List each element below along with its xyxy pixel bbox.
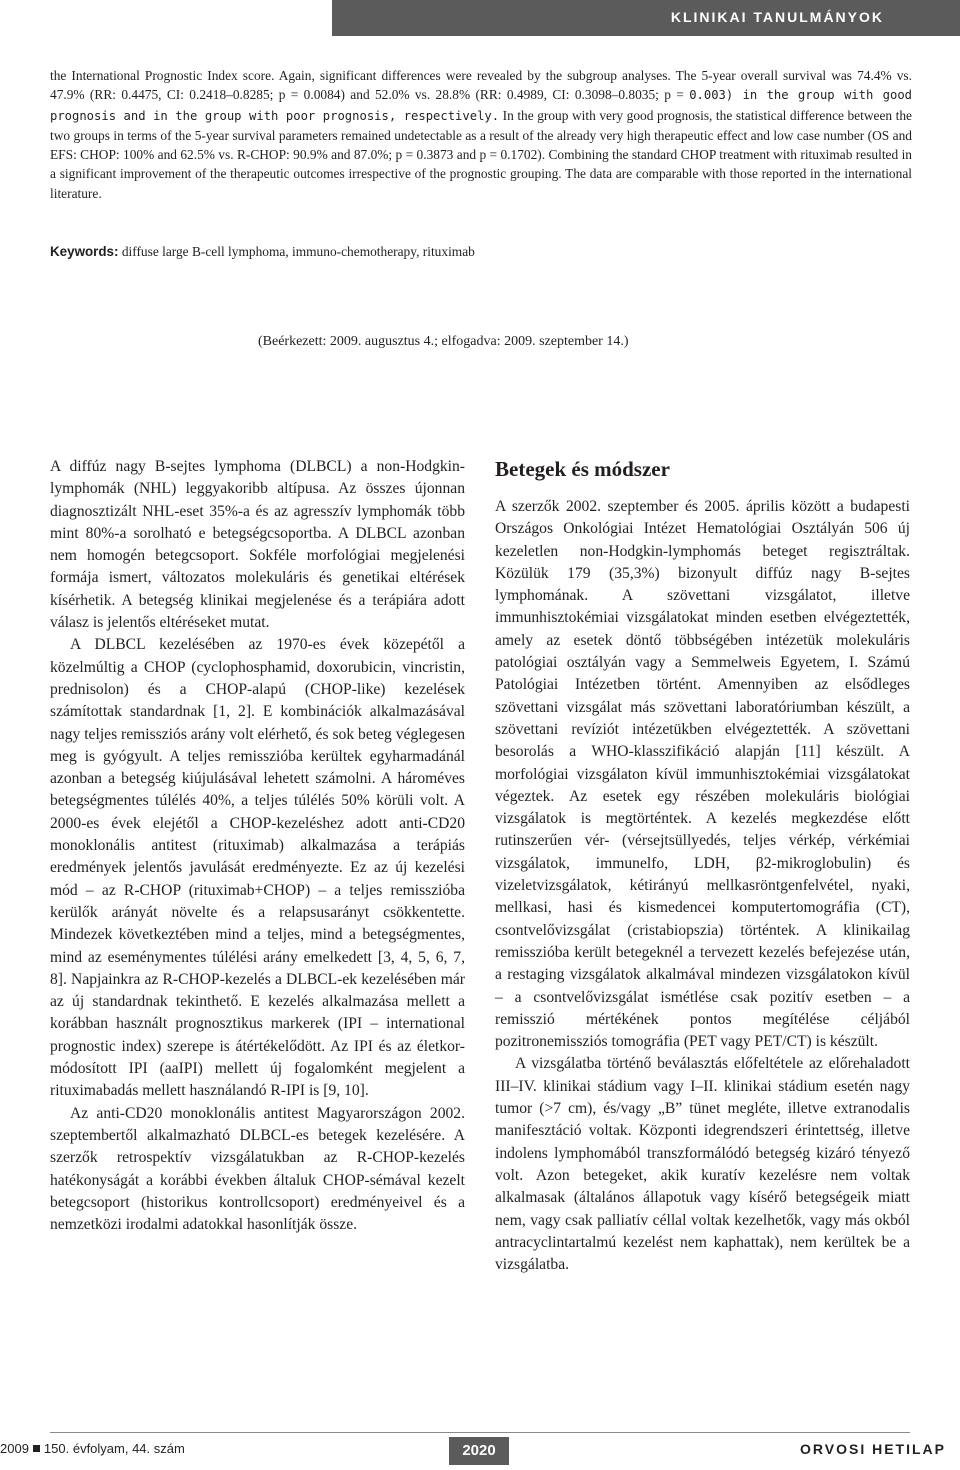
- section-heading: Betegek és módszer: [495, 457, 670, 481]
- abstract-text-part: 0.003) in the group with good prognosis and in the group with poor prognosis, respectively.: [50, 88, 912, 123]
- keywords: [50, 242, 912, 261]
- page-number: 2020: [449, 1437, 509, 1465]
- body-paragraph: Az anti-CD20 monoklonális antitest Magyarországon 2002. szeptembertől alkalmazható DLBCL-es betegek kezelésére. A szerzők retrospektív vizsgálatukban az R-CHOP-kezelés hatékonyságát a korábbi években általuk CHOP-sémával kezelt betegcsoport (historikus kontrollcsoport) eredményeivel és a nemzetközi irodalmi adatokkal hasonlítják össze.: [50, 1104, 465, 1234]
- keywords-text: diffuse large B-cell lymphoma, immuno-chemotherapy, rituximab: [118, 244, 475, 259]
- footer-year: 2009: [0, 1441, 29, 1456]
- body-paragraph: A szerzők 2002. szeptember és 2005. április között a budapesti Országos Onkológiai Intézet Hematológiai Osztályán 506 új kezeletlen non-Hodgkin-lymphomás beteget regisztráltak. Közülük 179 (35,3%) bizonyult diffúz nagy B-sejtes lymphomának. A szövettani vizsgálatot, illetve immunhisztokémiai vizsgálatokat minden esetben elvégeztették, amely az esetek döntő többségében intézetük molekuláris patológiai osztályán vagy a Semmelweis Egyetem, I. Számú Patológiai Intézetben történt. Amennyiben az elsődleges szövettani vizsgálat más szövettani laboratóriumban készült, a szövettani revíziót intézetükben elvégeztették. A szövettani besorolás a WHO-klasszifikáció alapján [11] készült. A morfológiai vizsgálaton kívül immunhisztokémiai vizsgálatokat végeztek. Az esetek egy részében molekuláris biológiai vizsgálatok is megtörténtek. A kezelés megkezdése előtt rutinszerűen vér- (vérsejtsüllyedés, teljes vérkép, vérkémiai vizsgálatok, immunelfo, LDH, β2-mikroglobulin) és vizeletvizsgálatok, kétirányú mellkasröntgenfelvétel, nyaki, mellkasi, hasi és kismedencei komputertomográfia (CT), csontvelővizsgálat (cristabiopszia) történtek. A klinikailag remisszióba került betegeknél a tervezett kezelés befejezése után, a restaging vizsgálatok alkalmával mindezen vizsgálatokon kívül – a csontvelővizsgálat ismétlése csak pozitív esetben – a remisszió mértékének pontos megítélése céljából pozitronemissziós tomográfia (PET vagy PET/CT) is készült.: [495, 498, 910, 1051]
- section-header-title: KLINIKAI TANULMÁNYOK: [670, 9, 884, 25]
- left-column: [50, 456, 465, 1236]
- section-header-band: [332, 0, 960, 36]
- footer-issue-info: [0, 1441, 250, 1456]
- abstract-text-part: the International Prognostic Index score. Again, significant differences were revealed by the subgroup analyses. The 5-year overall survival was 74.4% vs. 47.9% (RR: 0.4475, CI: 0.2418–0.8285; p = 0.0084) and 52.0% vs. 28.8% (RR: 0.4989, CI: 0.3098–0.8035; p =: [50, 68, 912, 103]
- body-paragraph: A vizsgálatba történő beválasztás előfeltétele az előrehaladott III–IV. klinikai stádium vagy I–II. klinikai stádium esetén nagy tumor (>7 cm), és/vagy „B” tünet megléte, illetve extranodalis manifesztáció voltak. Központi idegrendszeri érintettség, illetve indolens lymphomából transzformálódó betegség kizáró tényező volt. Azon betegeket, akik kuratív kezelésre nem voltak alkalmasak (általános állapotuk vagy kísérő betegségeik miatt nem, vagy csak palliatív céllal voltak kezelhetők, vagy más okból antracyclintartalmú kezelést nem kaphattak), nem kerültek be a vizsgálatba.: [495, 1055, 910, 1274]
- footer-divider: [50, 1432, 910, 1433]
- square-bullet-icon: [33, 1445, 40, 1452]
- english-abstract: [50, 66, 912, 203]
- body-paragraph: A DLBCL kezelésében az 1970-es évek közepétől a közelmúltig a CHOP (cyclophosphamid, doxorubicin, vincristin, prednisolon) és a CHOP-alapú (CHOP-like) kezelések számítottak standardnak [1, 2]. E kombinációk alkalmazásával nagy teljes remissziós arány volt elérhető, és sok beteg véglegesen meg is gyógyult. A teljes remisszióba kerültek egyharmadánál azonban a betegség kiújulásával lehetett számolni. A hároméves betegségmentes túlélés 40%, a teljes túlélés 50% körüli volt. A 2000-es évek elejétől a CHOP-kezeléshez adott anti-CD20 monoklonális antitest (rituximab) alkalmazása a terápiás eredmények jelentős javulását eredményezte. Ez az új kezelési mód – az R-CHOP (rituximab+CHOP) – a teljes remisszióba kerülők arányát növelte és a relapsusarányt csökkentette. Mindezek következtében mind a teljes, mind a betegségmentes, mind az eseménymentes túlélési arány emelkedett [3, 4, 5, 6, 7, 8]. Napjainkra az R-CHOP-kezelés a DLBCL-ek kezelésében már az új standardnak tekinthető. E kezelés alkalmazása mellett a korábban használt prognosztikus markerek (IPI – international prognostic index) szerepe is átértékelődött. Az IPI és az életkor-módosított IPI (aaIPI) mellett új fogalomként megjelent a rituximabadás mellett használandó R-IPI is [9, 10].: [50, 636, 465, 1100]
- abstract-paragraph: [50, 66, 912, 203]
- keywords-label: Keywords:: [50, 244, 119, 259]
- right-column: [495, 456, 910, 1276]
- footer-volume: 150. évfolyam, 44. szám: [43, 1441, 185, 1456]
- received-dates: (Beérkezett: 2009. augusztus 4.; elfogadva: 2009. szeptember 14.): [258, 334, 629, 349]
- body-paragraph: A diffúz nagy B-sejtes lymphoma (DLBCL) a non-Hodgkin-lymphomák (NHL) leggyakoribb altípusa. Az összes újonnan diagnosztizált NHL-eset 35%-a és az agresszív lymphomák több mint 80%-a sorolható e betegségcsoportba. A DLBCL azonban nem homogén betegcsoport. Sokféle morfológiai megjelenési formája ismert, változatos molekuláris és genetikai eltérések kísérhetik. A betegség klinikai megjelenése és a terápiára adott válasz is jelentős eltéréseket mutat.: [50, 458, 465, 632]
- journal-name: ORVOSI HETILAP: [800, 1441, 946, 1457]
- abstract-text-part: In the group with very good prognosis, the statistical difference between the two groups in terms of the 5-year survival parameters remained undetectable as a result of the already very high therapeutic effect and low case number (OS and EFS: CHOP: 100% and 62.5% vs. R-CHOP: 90.9% and 87.0%; p = 0.3873 and p = 0.1702). Combining the standard CHOP treatment with rituximab resulted in a significant improvement of the therapeutic outcomes irrespective of the prognostic grouping. The data are comparable with those reported in the international literature.: [50, 107, 912, 201]
